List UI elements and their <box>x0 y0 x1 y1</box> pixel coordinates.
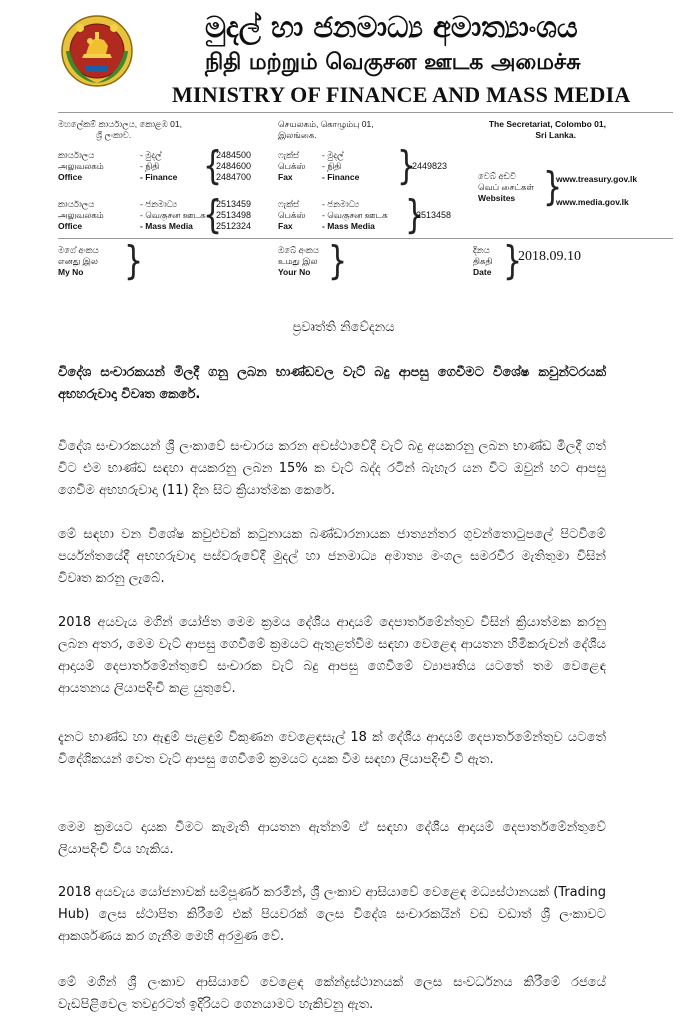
label: - நிதி <box>322 161 342 171</box>
body-paragraph: විදේශ සංචාරකයන් ශ්‍රී ලංකාවේ සංචාරය කරන අවස්ථාවේදී වැට් බදු අයකරනු ලබන භාණ්ඩ මිලදී ගත් විට එම භාණ්ඩ සඳහා අයකරනු ලබන 15% ක වැට් බද්ද රටින් බැහැර යන විට ඔවුන් හට ආපසු ගෙවීම අභහරුවාදා (11) දින සිට ක්‍රියාත්මක කෙරේ. <box>58 439 606 498</box>
label: அலுவலகம் <box>58 210 104 220</box>
ministry-emblem-icon <box>60 14 134 88</box>
label: Your No <box>278 267 311 277</box>
address-line: මහලේකම් කාර්යාලය, කොළඹ 01, <box>58 119 182 129</box>
your-no-labels <box>278 245 319 278</box>
media-phones <box>216 199 251 232</box>
label: - வெகுசன ஊடக <box>140 210 206 220</box>
title-tamil: நிதி மற்றும் வெகுசன ஊடக அமைச்சு <box>205 50 581 75</box>
website-link[interactable]: www.treasury.gov.lk <box>556 174 638 184</box>
label: Date <box>473 267 492 277</box>
phone-number: 2484500 <box>216 150 252 160</box>
body-paragraph: මේ මගින් ශ්‍රී ලංකාව ආසියාවේ වෙළෙඳ කේන්ද්‍රස්ථානයක් ලෙස සංවර්ධනය කිරීමේ රජයේ වැඩපිළිවෙල තවදුරටත් ඉදිරියට ගෙනයාමට හැකිවනු ඇත. <box>58 975 606 1012</box>
address-line: இலங்கை. <box>278 130 317 140</box>
fax-finance-names <box>322 150 359 183</box>
label: அலுவலகம் <box>58 161 104 171</box>
brace-icon: } <box>124 239 144 285</box>
label: - ජනමාධ්‍ය <box>322 199 360 209</box>
address-sinhala <box>58 119 182 141</box>
label: - ජනමාධ්‍ය <box>140 199 178 209</box>
brace-icon: } <box>543 165 563 211</box>
title-sinhala: මුදල් හා ජනමාධ්‍ය අමාත්‍යාංශය <box>205 10 578 44</box>
label: වෙබ් අඩවි <box>478 171 516 181</box>
label: Websites <box>478 193 516 203</box>
label: - Mass Media <box>322 221 375 231</box>
brace-icon: } <box>397 144 417 190</box>
label: ෆැක්ස් <box>278 199 300 209</box>
label: ඔබේ අංකය <box>278 245 319 255</box>
label: ෆැක්ස් <box>278 150 300 160</box>
address-line: செயலகம், கொழும்பு 01, <box>278 119 374 129</box>
body-paragraph: මේ සඳහා වන විශේෂ කවුළුවක් කටුනායක බණ්ඩාරනායක ජාත්‍යන්තර ගුවන්තොටුපලේ පිටවීමේ පර්යන්තයේදී අභහරුවාදා පස්වරුවේදී මුදල් හා ජනමාධ්‍ය අමාත්‍ය මංගල සමරවීර මැතිතුමා විසින් විවෘත කරනු ලැබේ. <box>58 527 606 586</box>
contacts-divider <box>58 238 673 239</box>
title-english: MINISTRY OF FINANCE AND MASS MEDIA <box>172 82 631 107</box>
fax-labels-finance <box>278 150 306 183</box>
label: - Finance <box>322 172 360 182</box>
fax-labels-media <box>278 199 306 232</box>
label: දිනය <box>473 245 490 255</box>
label: பெக்ஸ் <box>278 161 306 171</box>
lead-paragraph: විදේශ සංචාරකයන් මිලදී ගනු ලබන භාණ්ඩවල වැට් බදු ආපසු ගෙවීමට විශේෂ කවුන්ටරයක් අභහරුවාදා විවෘත කෙරේ. <box>58 365 606 402</box>
label: - வெகுசன ஊடக <box>322 210 388 220</box>
label: කාර්යාලය <box>58 150 95 160</box>
brace-icon: } <box>328 239 348 285</box>
phone-number: 2484600 <box>216 161 252 171</box>
office-labels-finance <box>58 150 104 183</box>
label: Office <box>58 221 83 231</box>
my-no-labels <box>58 245 99 278</box>
body-paragraph: මෙම ක්‍රමයට දායක වීමට කැමැති ආයතන ඇත්නම් ඒ සඳහා දේශීය ආදායම් දෙපාර්තමේන්තුවේ ලියාපදිංචි විය හැකිය. <box>58 820 606 857</box>
label: මගේ අංකය <box>58 245 99 255</box>
brace-icon: { <box>203 193 223 239</box>
label: - Finance <box>140 172 178 182</box>
document-date: 2018.09.10 <box>518 249 581 264</box>
brace-icon: } <box>503 239 523 285</box>
label: உமது இல <box>278 256 318 266</box>
header-divider <box>58 112 673 113</box>
label: - මුදල් <box>322 150 344 160</box>
address-line: The Secretariat, Colombo 01, <box>488 119 606 129</box>
label: - நிதி <box>140 161 160 171</box>
fax-media-names <box>322 199 388 232</box>
fax-finance-number: 2449823 <box>412 161 448 171</box>
phone-number: 2513459 <box>216 199 252 209</box>
finance-names <box>140 150 177 183</box>
websites <box>556 174 637 208</box>
label: - මුදල් <box>140 150 162 160</box>
label: வெப் சைட்கள் <box>478 182 535 192</box>
phone-number: 2484700 <box>216 172 252 182</box>
label: பெக்ஸ் <box>278 210 306 220</box>
address-english <box>478 119 606 141</box>
label: කාර්යාලය <box>58 199 95 209</box>
brace-icon: { <box>203 144 223 190</box>
body-paragraph: දැනට භාණ්ඩ හා ඇඳුම් පැළඳුම් විකුණන වෙළෙඳසැල් 18 ක් දේශීය ආදායම් දෙපාර්තමේන්තුව යටතේ විදේශිකයන් වෙත වැට් ආපසු ගෙවීමේ ක්‍රමයට දායක වීම සඳහා ලියාපදිංචි වී ඇත. <box>58 730 606 767</box>
label: Fax <box>278 172 293 182</box>
body-paragraph: 2018 අයවැය මගින් යෝජිත මෙම ක්‍රමය දේශීය ආදායම් දෙපාර්තමේන්තුව විසින් ක්‍රියාත්මක කරනු ලබන අතර, මෙම වැට් ආපසු ගෙවීමේ ක්‍රමයට ඇතුළත්වීම සඳහා වෙළෙඳ ආයතන හිමිකරුවන් දේශීය ආදායම් දෙපාර්තමේන්තුවේ සංචාරක වැට් බදු ආපසු ගෙවීමේ ව්‍යාපෘතිය යටතේ තම වෙළෙඳ ආයතනය ලියාපදිංචි කළ යුතුවේ. <box>58 615 606 696</box>
label: Office <box>58 172 83 182</box>
website-link[interactable]: www.media.gov.lk <box>556 197 629 207</box>
label: எனது இல <box>58 256 98 266</box>
address-tamil <box>278 119 374 141</box>
address-line: ශ්‍රී ලංකාව. <box>96 130 132 140</box>
website-labels <box>478 171 534 204</box>
label: திகதி <box>473 256 493 266</box>
label: - Mass Media <box>140 221 193 231</box>
media-names <box>140 199 206 232</box>
label: Fax <box>278 221 293 231</box>
date-labels <box>473 245 492 278</box>
office-labels-media <box>58 199 104 232</box>
address-line: Sri Lanka. <box>535 130 576 140</box>
fax-media-number: 2513458 <box>416 210 452 220</box>
label: My No <box>58 267 84 277</box>
body-paragraph: 2018 අයවැය යෝජනාවක් සම්පූර්ණ කරමින්, ශ්‍රී ලංකාව ආසියාවේ වෙළෙඳ මධ්‍යස්ථානයක් (Trading Hub) ලෙස ස්ථාපිත කිරීමේ එක් පියවරක් ලෙස විදේශ සංචාරකයින් වඩ වඩාත් ශ්‍රී ලංකාවට ආකර්ශණය කර ගැනීම මෙහි අරමුණ වේ. <box>58 885 606 944</box>
press-release-heading: ප්‍රවෘත්ති නිවේදනය <box>292 320 395 335</box>
phone-number: 2512324 <box>216 221 252 231</box>
phone-number: 2513498 <box>216 210 252 220</box>
brace-icon: } <box>405 193 425 239</box>
finance-phones <box>216 150 251 183</box>
